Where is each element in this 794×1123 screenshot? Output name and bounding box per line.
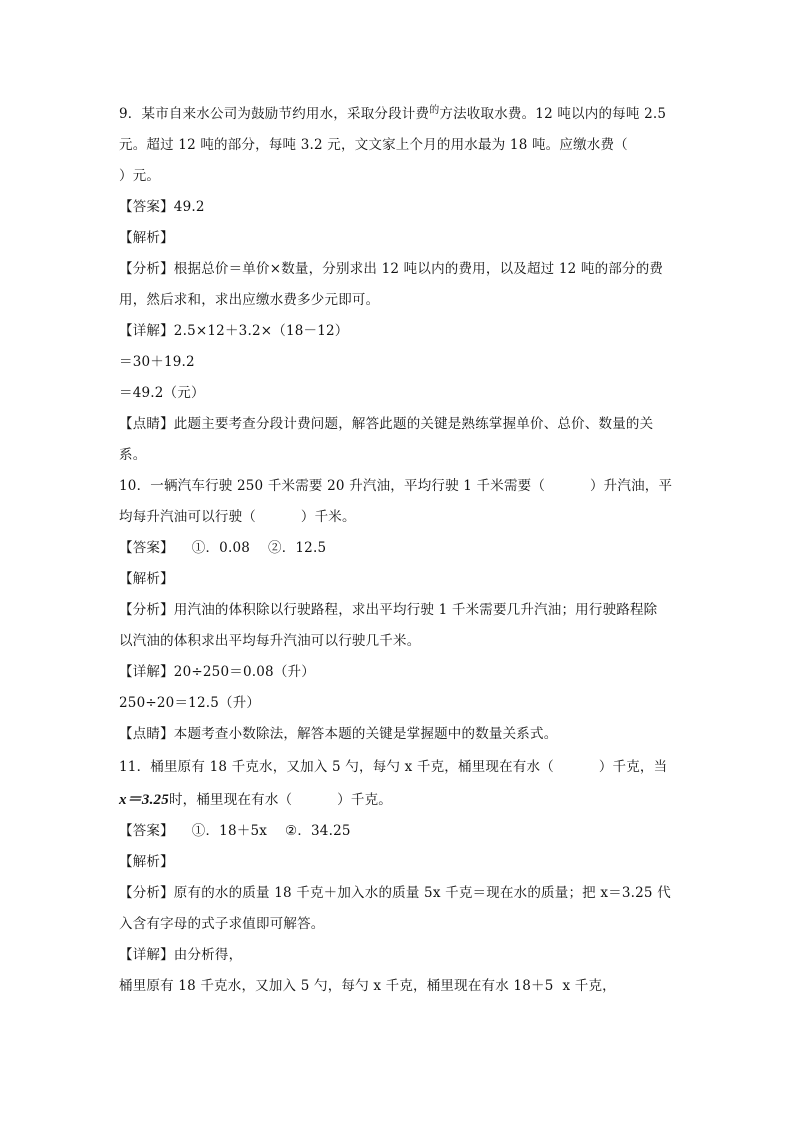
- q10-line-2: 均每升汽油可以行驶（ ）千米。: [119, 509, 356, 525]
- q10-analysis-heading: 【解析】: [119, 571, 174, 587]
- q9-line-3: ）元。: [119, 168, 161, 184]
- q11-analysis-2: 入含有字母的式子求值即可解答。: [119, 916, 325, 932]
- q9-comment-2: 系。: [119, 447, 147, 463]
- q9-analysis-2: 用，然后求和，求出应缴水费多少元即可。: [119, 292, 380, 308]
- q9-analysis-1: 【分析】根据总价＝单价×数量，分别求出 12 吨以内的费用，以及超过 12 吨的部分的费: [119, 261, 664, 277]
- q9-analysis-heading: 【解析】: [119, 230, 174, 246]
- q9-line-1: 9．某市自来水公司为鼓励节约用水，采取分段计费$^的$方法收取水费。12 吨以内的每吨 2.5: [119, 105, 667, 122]
- q10-analysis-2: 以汽油的体积求出平均每升汽油可以行驶几千米。: [119, 633, 421, 649]
- q9-comment-1: 【点睛】此题主要考查分段计费问题，解答此题的关键是熟练掌握单价、总价、数量的关: [119, 416, 654, 432]
- q11-formula: x＝3.25: [119, 792, 169, 808]
- q10-detail-1: 【详解】20÷250＝0.08（升）: [119, 664, 315, 680]
- q9-superscript: 的: [429, 105, 440, 116]
- q9-detail-1: 【详解】2.5×12＋3.2×（18－12）: [119, 323, 349, 339]
- q11-analysis-1: 【分析】原有的水的质量 18 千克＋加入水的质量 5x 千克＝现在水的质量；把 x＝3.25 代: [119, 885, 671, 901]
- q9-detail-3: ＝49.2（元）: [119, 385, 205, 401]
- q11-answer: 【答案】 ①．18＋5x ②．34.25: [119, 823, 351, 839]
- q10-line-1: 10．一辆汽车行驶 250 千米需要 20 升汽油，平均行驶 1 千米需要（ ）升汽油，平: [119, 478, 673, 494]
- q10-detail-2: 250÷20＝12.5（升）: [119, 695, 261, 711]
- q9-detail-2: ＝30＋19.2: [119, 354, 195, 370]
- q10-comment: 【点睛】本题考查小数除法，解答本题的关键是掌握题中的数量关系式。: [119, 726, 558, 742]
- q11-line-1: 11．桶里原有 18 千克水，又加入 5 勺，每勺 x 千克，桶里现在有水（ ）千克，当: [119, 759, 668, 775]
- q11-line-2: x＝3.25时，桶里现在有水（ ）千克。: [119, 792, 392, 808]
- q11-analysis-heading: 【解析】: [119, 854, 174, 870]
- q11-detail-2: 桶里原有 18 千克水，又加入 5 勺，每勺 x 千克，桶里现在有水 18＋5 x 千克，: [119, 978, 616, 994]
- q9-line-2: 元。超过 12 吨的部分，每吨 3.2 元，文文家上个月的用水最为 18 吨。应缴水费（: [119, 137, 628, 153]
- q11-detail-1: 【详解】由分析得，: [119, 947, 243, 963]
- q10-analysis-1: 【分析】用汽油的体积除以行驶路程，求出平均行驶 1 千米需要几升汽油；用行驶路程除: [119, 602, 658, 618]
- q10-answer: 【答案】 ①．0.08 ②．12.5: [119, 540, 327, 556]
- q9-answer: 【答案】49.2: [119, 199, 205, 215]
